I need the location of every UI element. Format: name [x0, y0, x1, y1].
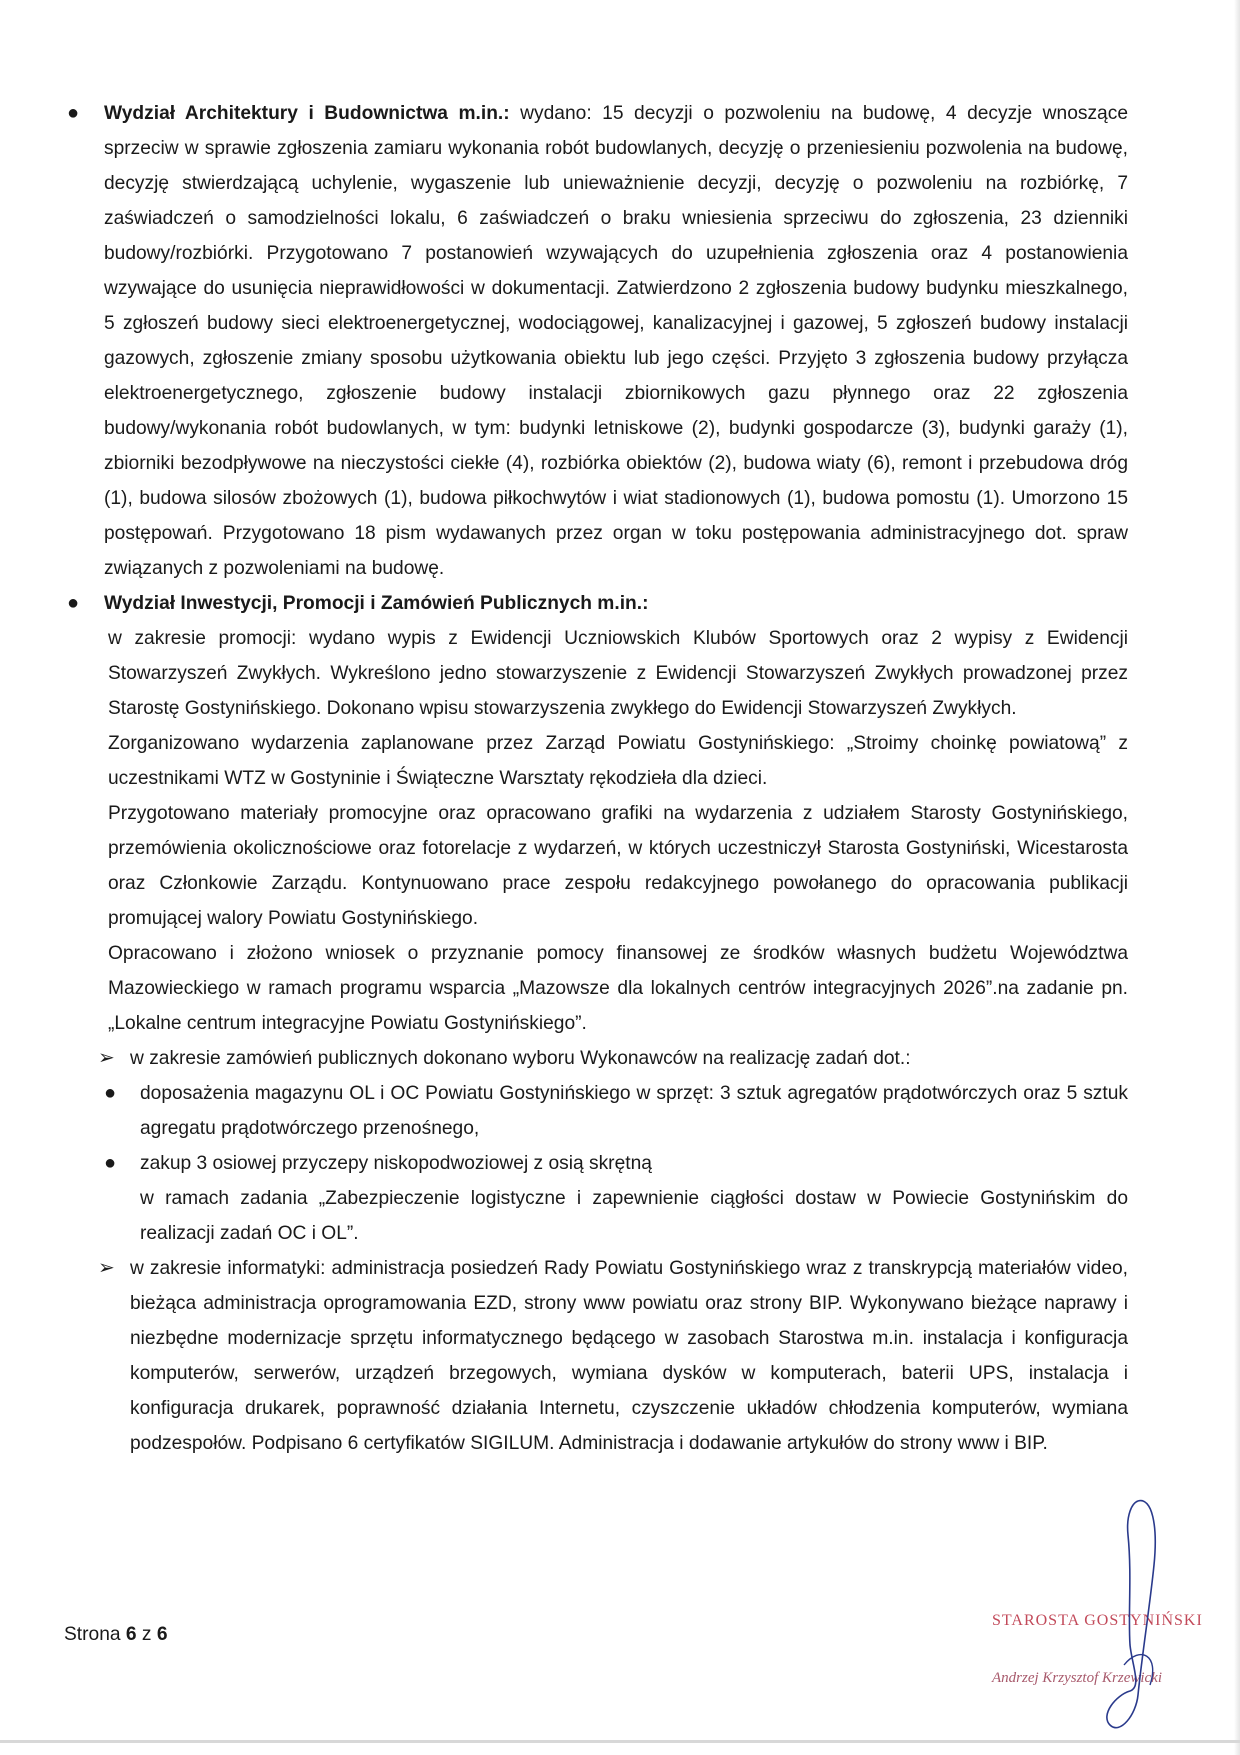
bullet-icon: ●: [104, 1152, 117, 1174]
scan-bottom-edge: [0, 1740, 1240, 1743]
procurement-intro-text: w zakresie zamówień publicznych dokonano wyboru Wykonawców na realizację zadań dot.:: [130, 1048, 911, 1069]
starosta-stamp-title: STAROSTA GOSTYNIŃSKI: [992, 1612, 1203, 1629]
signature-flourish: [1124, 1655, 1153, 1685]
section-architecture-body: wydano: 15 decyzji o pozwoleniu na budowę, 4 decyzje wnoszące sprzeciw w sprawie zgłoszenia zamiaru wykonania robót budowlanych, decyzję o przeniesieniu pozwolenia na budowę, decyzję stwierdzającą uchylenie, wygaszenie lub unieważnienie decyzji, decyzję o pozwoleniu na rozbiórkę, 7 zaświadczeń o samodzielności lokalu, 6 zaświadczeń o braku wniesienia sprzeciwu do zgłoszenia, 23 dzienniki budowy/rozbiórki. Przygotowano 7 postanowień wzywających do uzupełnienia zgłoszenia oraz 4 postanowienia wzywające do usunięcia nieprawidłowości w dokumentacji. Zatwierdzono 2 zgłoszenia budowy budynku mieszkalnego, 5 zgłoszeń budowy sieci elektroenergetycznej, wodociągowej, kanalizacyjnej i gazowej, 5 zgłoszeń budowy instalacji gazowych, zgłoszenie zmiany sposobu użytkowania obiektu lub jego części. Przyjęto 3 zgłoszenia budowy przyłącza elektroenergetycznego, zgłoszenie budowy instalacji zbiornikowych gazu płynnego oraz 22 zgłoszenia budowy/wykonania robót budowlanych, w tym: budynki letniskowe (2), budynki gospodarcze (3), budynki garaży (1), zbiorniki bezodpływowe na nieczystości ciekłe (4), rozbiórka obiektów (2), budowa wiaty (6), remont i przebudowa dróg (1), budowa silosów zbożowych (1), budowa piłkochwytów i wiat stadionowych (1), budowa pomostu (1). Umorzono 15 postępowań. Przygotowano 18 pism wydawanych przez organ w toku postępowania administracyjnego dot. spraw związanych z pozwoleniami na budowę.: [104, 103, 1128, 579]
page-number: [64, 1620, 168, 1650]
procurement-item-1-text: doposażenia magazynu OL i OC Powiatu Gostynińskiego w sprzęt: 3 sztuk agregatów prądotwórczych oraz 5 sztuk agregatu prądotwórczego przenośnego,: [140, 1083, 1128, 1139]
bullet-icon: ●: [67, 592, 80, 614]
page-number-sep: z: [141, 1624, 152, 1645]
promotion-paragraph-3: Przygotowano materiały promocyjne oraz opracowano grafiki na wydarzenia z udziałem Starosty Gostynińskiego, przemówienia okolicznościowe oraz fotorelacje z wydarzeń, w których uczestniczył Starosta Gostyniński, Wicestarosta oraz Członkowie Zarządu. Kontynuowano prace zespołu redakcyjnego powołanego do opracowania publikacji promującej walory Powiatu Gostynińskiego.: [108, 803, 1128, 929]
procurement-item-1: [64, 1076, 1128, 1146]
bullet-icon: ●: [104, 1082, 117, 1104]
section-investment: [64, 586, 1128, 621]
section-architecture-title: Wydział Architektury i Budownictwa m.in.:: [104, 103, 510, 124]
handwritten-signature: [1080, 1495, 1190, 1745]
arrow-bullet-icon: ➢: [98, 1257, 115, 1279]
promotion-paragraph-1: w zakresie promocji: wydano wypis z Ewidencji Uczniowskich Klubów Sportowych oraz 2 wypisy z Ewidencji Stowarzyszeń Zwykłych. Wykreślono jedno stowarzyszenie z Ewidencji Stowarzyszeń Zwykłych prowadzonej przez Starostę Gostynińskiego. Dokonano wpisu stowarzyszenia zwykłego do Ewidencji Stowarzyszeń Zwykłych.: [108, 628, 1128, 719]
starosta-stamp-name: Andrzej Krzysztof Krzewicki: [992, 1670, 1163, 1686]
it-section-text: w zakresie informatyki: administracja posiedzeń Rady Powiatu Gostynińskiego wraz z transkrypcją materiałów video, bieżąca administracja oprogramowania EZD, strony www powiatu oraz strony BIP. Wykonywano bieżące naprawy i niezbędne modernizacje sprzętu informatycznego będącego w zasobach Starostwa m.in. instalacja i konfiguracja komputerów, serwerów, urządzeń brzegowych, wymiana dysków w komputerach, baterii UPS, instalacja i konfiguracja drukarek, poprawność działania Internetu, czyszczenie układów chłodzenia komputerów, wymiana podzespołów. Podpisano 6 certyfikatów SIGILUM. Administracja i dodawanie artykułów do strony www i BIP.: [130, 1258, 1128, 1454]
procurement-continuation: w ramach zadania „Zabezpieczenie logistyczne i zapewnienie ciągłości dostaw w Powiecie Gostynińskim do realizacji zadań OC i OL”.: [140, 1188, 1128, 1244]
section-architecture: [64, 96, 1128, 586]
page-number-total: 6: [156, 1624, 168, 1645]
promotion-paragraph-2: Zorganizowano wydarzenia zaplanowane przez Zarząd Powiatu Gostynińskiego: „Stroimy choinkę powiatową” z uczestnikami WTZ w Gostyninie i Świąteczne Warsztaty rękodzieła dla dzieci.: [108, 733, 1128, 789]
bullet-icon: ●: [67, 102, 80, 124]
procurement-item-2-text: zakup 3 osiowej przyczepy niskopodwoziowej z osią skrętną: [140, 1153, 652, 1174]
promotion-paragraph-4: Opracowano i złożono wniosek o przyznanie pomocy finansowej ze środków własnych budżetu Województwa Mazowieckiego w ramach programu wsparcia „Mazowsze dla lokalnych centrów integracyjnych 2026”.na zadanie pn. „Lokalne centrum integracyjne Powiatu Gostynińskiego”.: [108, 943, 1128, 1034]
document-body: [64, 96, 1128, 1461]
page-edge-shadow: [1234, 0, 1240, 1755]
page-number-label: Strona: [64, 1624, 121, 1645]
procurement-item-2: [64, 1146, 1128, 1181]
signature-stroke: [1107, 1501, 1155, 1728]
it-section: [64, 1251, 1128, 1461]
section-investment-title: Wydział Inwestycji, Promocji i Zamówień Publicznych m.in.:: [104, 593, 649, 614]
page-number-current: 6: [125, 1624, 137, 1645]
procurement-intro: [64, 1041, 1128, 1076]
arrow-bullet-icon: ➢: [98, 1047, 115, 1069]
